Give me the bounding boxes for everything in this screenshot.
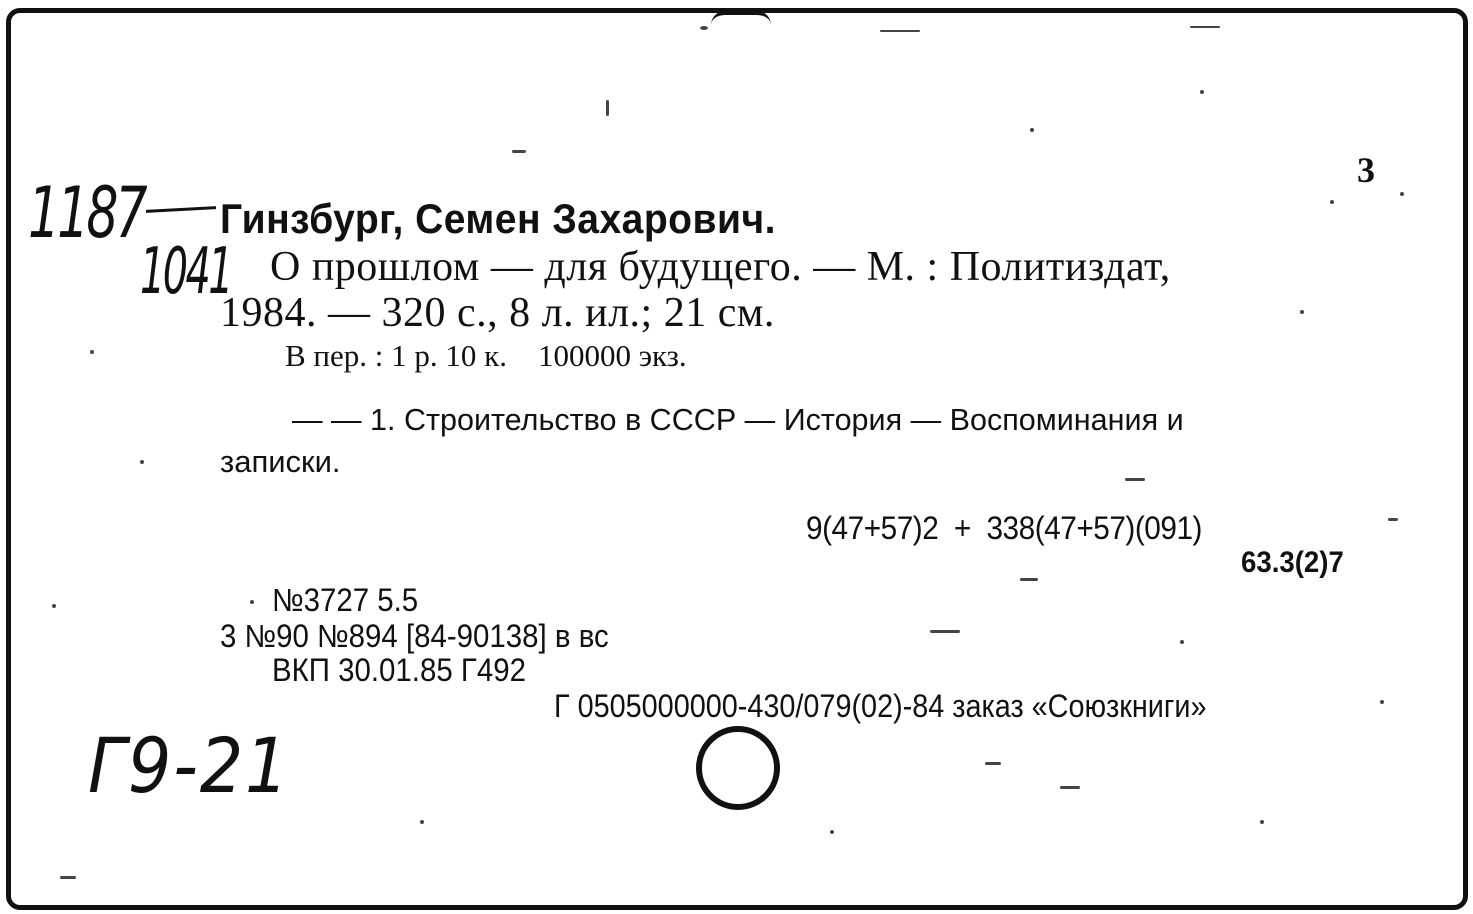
imprint-physical-description: 1984. — 320 с., 8 л. ил.; 21 см.: [220, 290, 775, 336]
scan-speck: [512, 150, 526, 153]
scan-speck: [420, 820, 424, 824]
scan-speck: [1020, 578, 1038, 581]
subject-heading-line-2: записки.: [220, 444, 341, 479]
scan-speck: [985, 762, 1001, 765]
card-number: 3: [1357, 150, 1375, 190]
scan-speck: [1330, 200, 1334, 204]
edition-number-line: №3727 5.5: [272, 582, 419, 618]
scan-speck: [140, 460, 144, 464]
publisher-code-line: Г 0505000000-430/079(02)-84 заказ «Союзкниги»: [554, 688, 1207, 724]
scan-speck: [930, 630, 960, 633]
scan-speck: [250, 600, 254, 604]
scan-speck: [1388, 518, 1398, 521]
scan-speck: [830, 830, 834, 834]
scan-speck: [52, 604, 56, 608]
scan-speck: [1300, 310, 1304, 314]
scan-speck: [1030, 128, 1034, 132]
handwritten-shelfmark-bottom: 1041: [140, 235, 232, 309]
author-heading: Гинзбург, Семен Захарович.: [220, 195, 776, 242]
subject-heading-line-1: — — 1. Строительство в СССР — История — Воспоминания и: [292, 402, 1184, 437]
handwritten-call-number: Г9-21: [88, 721, 291, 810]
price-and-print-run: В пер. : 1 р. 10 к. 100000 экз.: [285, 338, 687, 373]
scan-speck: [1380, 700, 1384, 704]
scan-speck: [1060, 786, 1080, 789]
handwritten-shelfmark-top: 1187: [28, 172, 145, 254]
scan-speck: [1190, 26, 1220, 28]
vkp-registration-line: ВКП 30.01.85 Г492: [272, 652, 526, 688]
scan-speck: [1200, 90, 1204, 94]
scan-speck: [880, 30, 920, 32]
scan-speck: [606, 100, 609, 116]
title-statement: О прошлом — для будущего. — М. : Политиздат,: [270, 244, 1171, 290]
card-top-notch: [711, 11, 771, 25]
scan-speck: [1260, 820, 1264, 824]
classification-index-bbk: 63.3(2)7: [1241, 546, 1344, 579]
scan-speck: [1400, 192, 1404, 196]
scan-speck: [700, 26, 708, 30]
scan-speck: [1125, 478, 1145, 481]
scan-speck: [60, 876, 76, 879]
classification-index-udc: 9(47+57)2 + 338(47+57)(091): [806, 510, 1203, 546]
order-code-line: 3 №90 №894 [84-90138] в вс: [220, 618, 609, 654]
scan-speck: [1180, 640, 1184, 644]
scan-speck: [90, 350, 94, 354]
card-punch-hole: [696, 726, 780, 810]
